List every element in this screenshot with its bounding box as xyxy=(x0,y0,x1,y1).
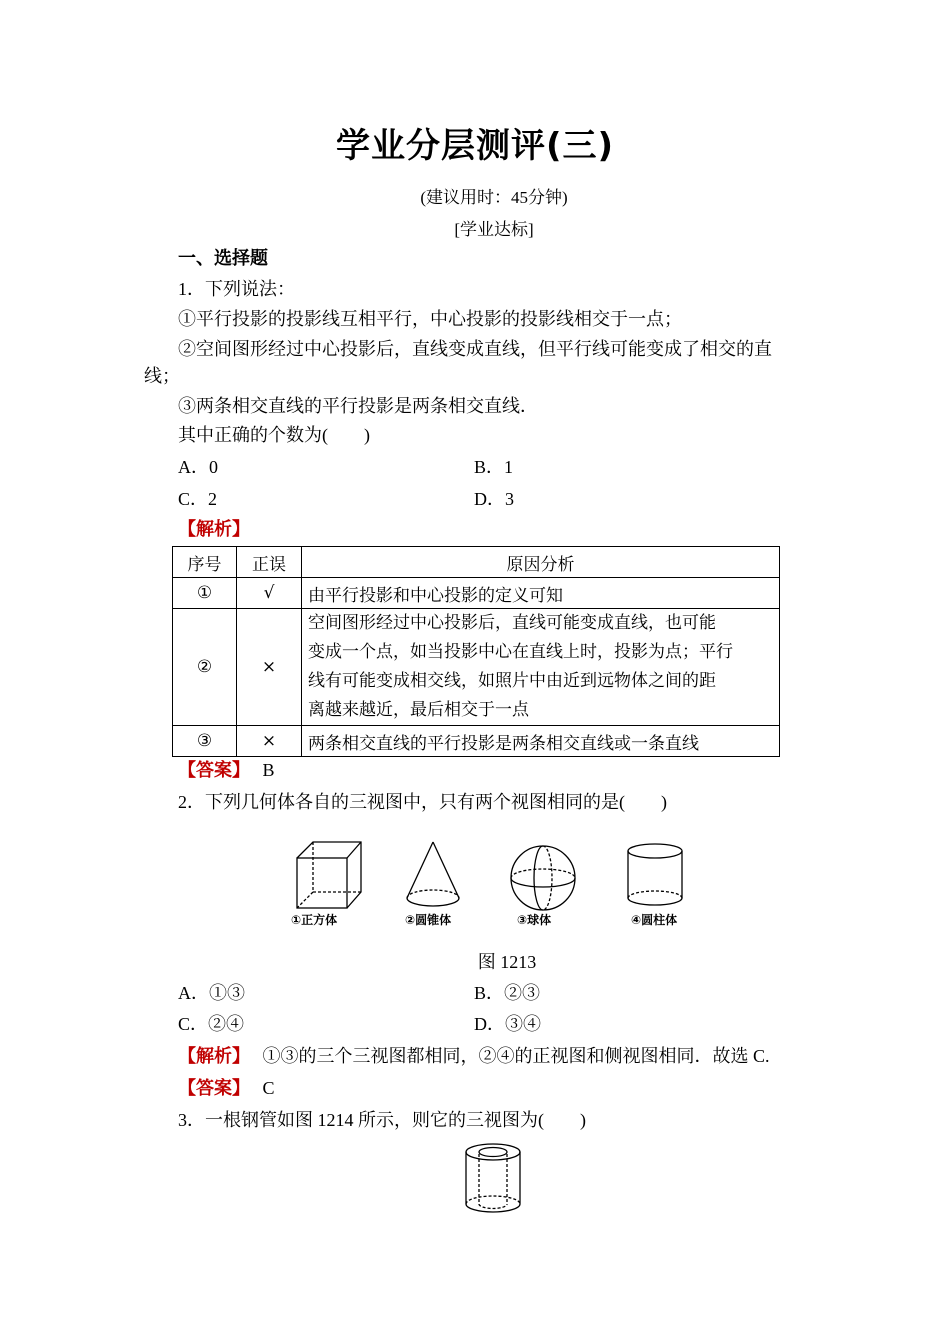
q2-analysis-tag: 【解析】 xyxy=(178,1046,250,1066)
q1-option-c: C．2 xyxy=(178,489,218,509)
q2-figure-caption: 图 1213 xyxy=(477,952,537,972)
q2-analysis-line xyxy=(178,1044,770,1068)
row1-judge: √ xyxy=(237,578,302,609)
row2-judge: × xyxy=(237,609,302,726)
fig-label-cylinder: ④圆柱体 xyxy=(631,913,678,927)
row1-reason: 由平行投影和中心投影的定义可知 xyxy=(302,578,780,609)
q2-option-b: B．②③ xyxy=(474,983,541,1003)
cube-drawing xyxy=(297,842,361,908)
q1-question: 其中正确的个数为( ) xyxy=(178,425,370,445)
row1-no: ① xyxy=(173,578,237,609)
section-label: [学业达标] xyxy=(454,220,534,239)
analysis-table xyxy=(172,546,780,757)
q1-answer: B xyxy=(262,760,275,780)
header-no: 序号 xyxy=(173,547,237,578)
header-judge: 正误 xyxy=(237,547,302,578)
q1-stem: 1．下列说法： xyxy=(178,279,295,299)
q1-statement-2: ②空间图形经过中心投影后，直线变成直线，但平行线可能变成了相交的直 xyxy=(178,339,772,359)
q1-option-a: A．0 xyxy=(178,457,218,477)
q2-stem: 2．下列几何体各自的三视图中，只有两个视图相同的是( ) xyxy=(178,792,667,812)
q2-answer: C xyxy=(262,1078,275,1098)
header-reason: 原因分析 xyxy=(302,547,780,578)
cone-drawing xyxy=(407,842,459,906)
row3-judge: × xyxy=(237,726,302,757)
q1-answer-tag: 【答案】 xyxy=(178,760,250,780)
row3-reason: 两条相交直线的平行投影是两条相交直线或一条直线 xyxy=(302,726,780,757)
q1-option-d: D．3 xyxy=(474,489,514,509)
cylinder-drawing xyxy=(628,844,682,905)
figure-1213 xyxy=(285,836,705,936)
q1-statement-1: ①平行投影的投影线互相平行，中心投影的投影线相交于一点； xyxy=(178,309,682,329)
row2-reason-line: 变成一个点，如当投影中心在直线上时，投影为点；平行 xyxy=(308,642,733,662)
q1-option-b: B．1 xyxy=(474,457,514,477)
page-title: 学业分层测评(三) xyxy=(335,126,615,166)
q1-statement-2-cont: 线； xyxy=(144,366,180,386)
fig-label-cone: ②圆锥体 xyxy=(405,913,452,927)
time-note: (建议用时：45分钟) xyxy=(420,188,568,207)
q3-stem: 3．一根钢管如图 1214 所示，则它的三视图为( ) xyxy=(178,1110,586,1130)
fig-label-cube: ①正方体 xyxy=(291,913,338,927)
q1-analysis-tag: 【解析】 xyxy=(178,519,250,539)
table-header-row xyxy=(173,547,780,578)
fig-label-sphere: ③球体 xyxy=(517,913,552,927)
table-row xyxy=(173,726,780,757)
row2-reason-line: 空间图形经过中心投影后，直线可能变成直线，也可能 xyxy=(308,613,716,633)
q1-answer-line xyxy=(178,758,275,782)
row2-reason xyxy=(302,609,780,726)
q2-analysis: ①③的三个三视图都相同，②④的正视图和侧视图相同．故选 C. xyxy=(262,1046,770,1066)
q2-option-a: A．①③ xyxy=(178,983,245,1003)
q2-option-c: C．②④ xyxy=(178,1014,245,1034)
row2-no: ② xyxy=(173,609,237,726)
table-row xyxy=(173,578,780,609)
table-row xyxy=(173,609,780,726)
q1-statement-3: ③两条相交直线的平行投影是两条相交直线． xyxy=(178,396,538,416)
row3-no: ③ xyxy=(173,726,237,757)
row2-reason-line: 线有可能变成相交线，如照片中由近到远物体之间的距 xyxy=(308,671,716,691)
figure-1214-pipe xyxy=(458,1138,528,1220)
sphere-drawing xyxy=(511,846,575,910)
part-heading: 一、选择题 xyxy=(178,248,268,268)
row2-reason-line: 离越来越近，最后相交于一点 xyxy=(308,700,529,720)
q2-option-d: D．③④ xyxy=(474,1014,541,1034)
q2-answer-line xyxy=(178,1076,275,1100)
q2-answer-tag: 【答案】 xyxy=(178,1078,250,1098)
